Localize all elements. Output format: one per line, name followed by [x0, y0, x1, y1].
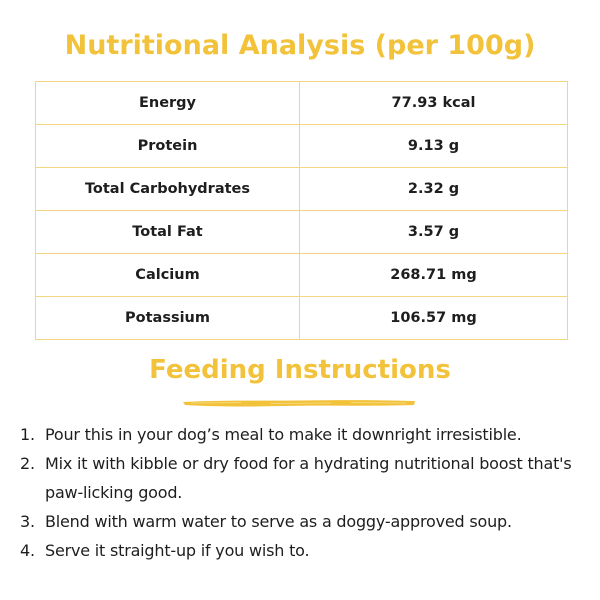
nutrient-name: Energy [36, 82, 300, 125]
list-item-number: 1. [20, 425, 35, 444]
brush-underline [181, 397, 417, 409]
table-row [36, 168, 568, 211]
table-row [36, 82, 568, 125]
list-item [0, 420, 600, 449]
nutrient-value: 2.32 g [300, 168, 568, 211]
nutrition-title: Nutritional Analysis (per 100g) [64, 30, 536, 61]
table-row [36, 125, 568, 168]
list-item-text: Mix it with kibble or dry food for a hydrating nutritional boost that's paw-licking good. [45, 454, 572, 502]
nutrient-name: Total Carbohydrates [36, 168, 300, 211]
list-item-text: Pour this in your dog’s meal to make it downright irresistible. [45, 425, 522, 444]
feeding-instructions-list [0, 420, 600, 565]
nutrient-value: 77.93 kcal [300, 82, 568, 125]
list-item [0, 507, 600, 536]
table-row [36, 297, 568, 340]
table-row [36, 254, 568, 297]
nutrient-value: 268.71 mg [300, 254, 568, 297]
list-item-number: 3. [20, 512, 35, 531]
nutrient-value: 3.57 g [300, 211, 568, 254]
list-item-number: 4. [20, 541, 35, 560]
list-item-text: Serve it straight-up if you wish to. [45, 541, 310, 560]
nutrient-name: Protein [36, 125, 300, 168]
nutrition-table [35, 81, 568, 340]
feeding-title: Feeding Instructions [149, 355, 451, 385]
nutrient-name: Total Fat [36, 211, 300, 254]
list-item [0, 449, 600, 507]
nutrient-value: 9.13 g [300, 125, 568, 168]
nutrient-name: Potassium [36, 297, 300, 340]
nutrient-name: Calcium [36, 254, 300, 297]
list-item-number: 2. [20, 454, 35, 473]
table-row [36, 211, 568, 254]
list-item [0, 536, 600, 565]
nutrient-value: 106.57 mg [300, 297, 568, 340]
list-item-text: Blend with warm water to serve as a doggy-approved soup. [45, 512, 512, 531]
